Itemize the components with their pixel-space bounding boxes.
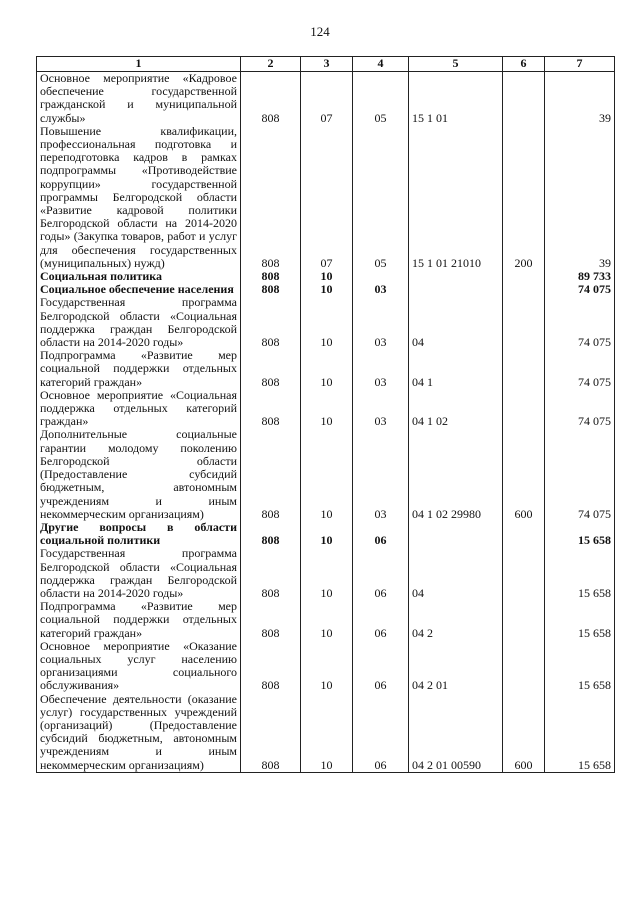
row-name-cell: Государственная программа Белгородской области «Социальная поддержка граждан Белгородской области на 2014-2020 годы» (37, 547, 241, 600)
row-name-cell: Подпрограмма «Развитие мер социальной поддержки отдельных категорий граждан» (37, 349, 241, 389)
target-article-cell: 15 1 01 (409, 72, 503, 125)
subsection-code-cell: 06 (353, 600, 409, 640)
row-name-cell: Основное мероприятие «Социальная поддержка отдельных категорий граждан» (37, 389, 241, 429)
column-header: 2 (241, 57, 301, 72)
section-code-cell: 10 (301, 600, 353, 640)
ministry-code-cell: 808 (241, 428, 301, 520)
ministry-code-cell: 808 (241, 283, 301, 296)
expense-type-cell (503, 349, 545, 389)
amount-cell: 89 733 (545, 270, 615, 283)
subsection-code-cell: 06 (353, 547, 409, 600)
section-code-cell: 10 (301, 296, 353, 349)
expense-type-cell (503, 389, 545, 429)
expense-type-cell (503, 521, 545, 547)
budget-table (36, 56, 615, 773)
subsection-code-cell: 03 (353, 349, 409, 389)
amount-cell: 15 658 (545, 640, 615, 693)
subsection-code-cell: 03 (353, 283, 409, 296)
table-row (37, 640, 615, 693)
row-name-cell: Подпрограмма «Развитие мер социальной поддержки отдельных категорий граждан» (37, 600, 241, 640)
target-article-cell (409, 270, 503, 283)
ministry-code-cell: 808 (241, 693, 301, 773)
ministry-code-cell: 808 (241, 125, 301, 270)
subsection-code-cell: 06 (353, 521, 409, 547)
target-article-cell (409, 521, 503, 547)
target-article-cell: 04 (409, 296, 503, 349)
section-code-cell: 10 (301, 693, 353, 773)
ministry-code-cell: 808 (241, 349, 301, 389)
subsection-code-cell: 03 (353, 428, 409, 520)
expense-type-cell: 600 (503, 428, 545, 520)
table-row (37, 296, 615, 349)
section-code-cell: 10 (301, 428, 353, 520)
expense-type-cell: 200 (503, 125, 545, 270)
amount-cell: 74 075 (545, 428, 615, 520)
column-header: 1 (37, 57, 241, 72)
expense-type-cell (503, 600, 545, 640)
ministry-code-cell: 808 (241, 521, 301, 547)
table-header-row (37, 57, 615, 72)
amount-cell: 15 658 (545, 693, 615, 773)
ministry-code-cell: 808 (241, 547, 301, 600)
subsection-code-cell: 06 (353, 693, 409, 773)
subsection-code-cell: 05 (353, 125, 409, 270)
row-name-cell: Основное мероприятие «Кадровое обеспечение государственной гражданской и муниципальной службы» (37, 72, 241, 125)
section-code-cell: 10 (301, 270, 353, 283)
target-article-cell (409, 283, 503, 296)
target-article-cell: 04 1 (409, 349, 503, 389)
section-code-cell: 10 (301, 521, 353, 547)
ministry-code-cell: 808 (241, 72, 301, 125)
ministry-code-cell: 808 (241, 640, 301, 693)
table-row (37, 389, 615, 429)
ministry-code-cell: 808 (241, 389, 301, 429)
row-name-cell: Государственная программа Белгородской области «Социальная поддержка граждан Белгородской области на 2014-2020 годы» (37, 296, 241, 349)
section-code-cell: 10 (301, 547, 353, 600)
subsection-code-cell: 03 (353, 296, 409, 349)
column-header: 7 (545, 57, 615, 72)
expense-type-cell: 600 (503, 693, 545, 773)
column-header: 3 (301, 57, 353, 72)
table-row (37, 72, 615, 125)
amount-cell: 39 (545, 72, 615, 125)
table-row (37, 547, 615, 600)
expense-type-cell (503, 547, 545, 600)
row-name-cell: Основное мероприятие «Оказание социальных услуг населению организациями социального обслуживания» (37, 640, 241, 693)
ministry-code-cell: 808 (241, 600, 301, 640)
row-name-cell: Социальная политика (37, 270, 241, 283)
ministry-code-cell: 808 (241, 296, 301, 349)
target-article-cell: 04 (409, 547, 503, 600)
column-header: 5 (409, 57, 503, 72)
row-name-cell: Повышение квалификации, профессиональная подготовка и переподготовка кадров в рамках подпрограммы «Противодействие коррупции» государственной программы Белгородской области «Развитие кадровой политики Белгородской области на 2014-2020 годы» (Закупка товаров, работ и услуг для обеспечения государственных (муниципальных) нужд) (37, 125, 241, 270)
section-code-cell: 10 (301, 389, 353, 429)
target-article-cell: 04 2 01 (409, 640, 503, 693)
row-name-cell: Социальное обеспечение населения (37, 283, 241, 296)
amount-cell: 74 075 (545, 283, 615, 296)
subsection-code-cell: 06 (353, 640, 409, 693)
expense-type-cell (503, 283, 545, 296)
column-header: 6 (503, 57, 545, 72)
table-row (37, 428, 615, 520)
subsection-code-cell: 03 (353, 389, 409, 429)
row-name-cell: Дополнительные социальные гарантии молодому поколению Белгородской области (Предоставление субсидий бюджетным, автономным учреждениям и иным некоммерческим организациям) (37, 428, 241, 520)
amount-cell: 15 658 (545, 521, 615, 547)
row-name-cell: Другие вопросы в области социальной политики (37, 521, 241, 547)
expense-type-cell (503, 270, 545, 283)
row-name-cell: Обеспечение деятельности (оказание услуг) государственных учреждений (организаций) (Предоставление субсидий бюджетным, автономным учреждениям и иным некоммерческим организациям) (37, 693, 241, 773)
table-row (37, 521, 615, 547)
amount-cell: 39 (545, 125, 615, 270)
section-code-cell: 10 (301, 640, 353, 693)
table-row (37, 125, 615, 270)
section-code-cell: 07 (301, 72, 353, 125)
target-article-cell: 04 1 02 (409, 389, 503, 429)
section-code-cell: 10 (301, 349, 353, 389)
ministry-code-cell: 808 (241, 270, 301, 283)
amount-cell: 15 658 (545, 547, 615, 600)
expense-type-cell (503, 296, 545, 349)
amount-cell: 74 075 (545, 389, 615, 429)
expense-type-cell (503, 72, 545, 125)
table-row (37, 600, 615, 640)
target-article-cell: 04 2 (409, 600, 503, 640)
table-row (37, 693, 615, 773)
target-article-cell: 15 1 01 21010 (409, 125, 503, 270)
amount-cell: 15 658 (545, 600, 615, 640)
target-article-cell: 04 2 01 00590 (409, 693, 503, 773)
amount-cell: 74 075 (545, 296, 615, 349)
subsection-code-cell: 05 (353, 72, 409, 125)
table-row (37, 349, 615, 389)
page-number: 124 (310, 24, 330, 39)
section-code-cell: 10 (301, 283, 353, 296)
target-article-cell: 04 1 02 29980 (409, 428, 503, 520)
amount-cell: 74 075 (545, 349, 615, 389)
expense-type-cell (503, 640, 545, 693)
column-header: 4 (353, 57, 409, 72)
section-code-cell: 07 (301, 125, 353, 270)
